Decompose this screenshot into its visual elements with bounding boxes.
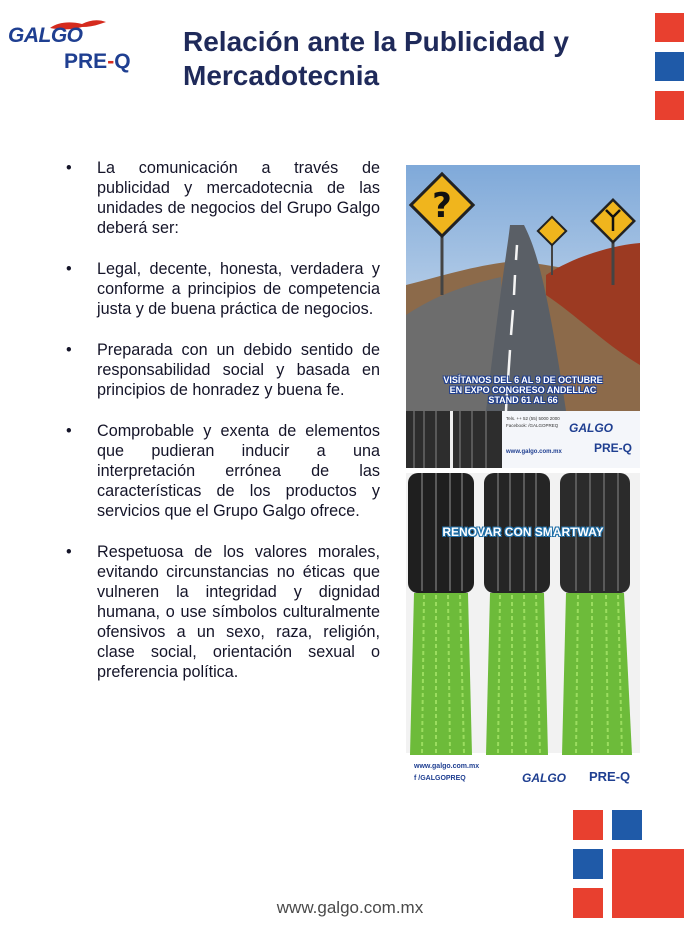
bullet-item: • Respetuosa de los valores morales, evitando circunstancias no éticas que vulneren la integridad y dignidad humana, o use símbolos culturalmente ofensivos a un sexo, raza, religión, clase social, orientación sexual o preferencia política. <box>62 542 380 682</box>
expo-line-3: STAND 61 AL 66 <box>488 395 558 405</box>
smartway-banner: RENOVAR CON SMARTWAY <box>442 525 604 539</box>
galgo-logo <box>8 18 108 48</box>
deco-square-blue-1 <box>655 52 684 81</box>
expo-line-2: EN EXPO CONGRESO ANDELLAC <box>449 385 597 395</box>
expo-facebook: Facebook: /GALGOPREQ <box>506 423 559 428</box>
page-title: Relación ante la Publicidad y Mercadotecnia <box>183 26 569 91</box>
bullet-item: • Comprobable y exenta de elementos que pudieran inducir a una interpretación errónea de las características de los productos y servicios que el Grupo Galgo ofrece. <box>62 421 380 521</box>
expo-poster <box>406 165 640 468</box>
bullet-list <box>62 158 380 703</box>
galgo-logo-text: GALGO <box>8 24 83 47</box>
deco-square-red-2 <box>655 91 684 120</box>
preq-logo-q: Q <box>114 50 131 73</box>
smartway-facebook: f /GALGOPREQ <box>414 775 466 782</box>
bullet-item: • Legal, decente, honesta, verdadera y conforme a principios de competencia justa y de buena práctica de negocios. <box>62 259 380 319</box>
deco-square-red-3 <box>573 810 603 840</box>
smartway-preq-logo: PRE-Q <box>589 769 631 784</box>
bullet-item: • Preparada con un debido sentido de responsabilidad social y basada en principios de honradez y buena fe. <box>62 340 380 400</box>
expo-contact <box>506 415 560 429</box>
smartway-web: www.galgo.com.mx <box>414 763 480 770</box>
footer-url: www.galgo.com.mx <box>276 898 424 917</box>
smartway-galgo-logo: GALGO <box>522 771 566 785</box>
tires-illustration <box>406 473 640 793</box>
deco-square-red-1 <box>655 13 684 42</box>
expo-web: www.galgo.com.mx <box>506 449 562 455</box>
smartway-poster <box>406 473 640 793</box>
expo-poster-footer <box>406 411 640 468</box>
preq-logo-sep: - <box>107 50 115 73</box>
expo-poster-text <box>406 375 640 405</box>
expo-tel: Tels. ++ 52 (55) 5000 2000 <box>506 416 560 421</box>
deco-square-blue-3 <box>573 849 603 879</box>
preq-logo-pre: PRE <box>64 50 108 73</box>
expo-galgo-logo: GALGO <box>569 421 613 435</box>
tire-tread-image <box>406 411 502 468</box>
deco-square-blue-2 <box>612 810 642 840</box>
svg-text:?: ? <box>432 186 452 226</box>
expo-preq-logo: PRE-Q <box>594 441 633 455</box>
expo-line-1: VISÍTANOS DEL 6 AL 9 DE OCTUBRE <box>443 375 603 385</box>
preq-logo <box>64 50 131 74</box>
bullet-item: • La comunicación a través de publicidad y mercadotecnia de las unidades de negocios del Grupo Galgo deberá ser: <box>62 158 380 238</box>
